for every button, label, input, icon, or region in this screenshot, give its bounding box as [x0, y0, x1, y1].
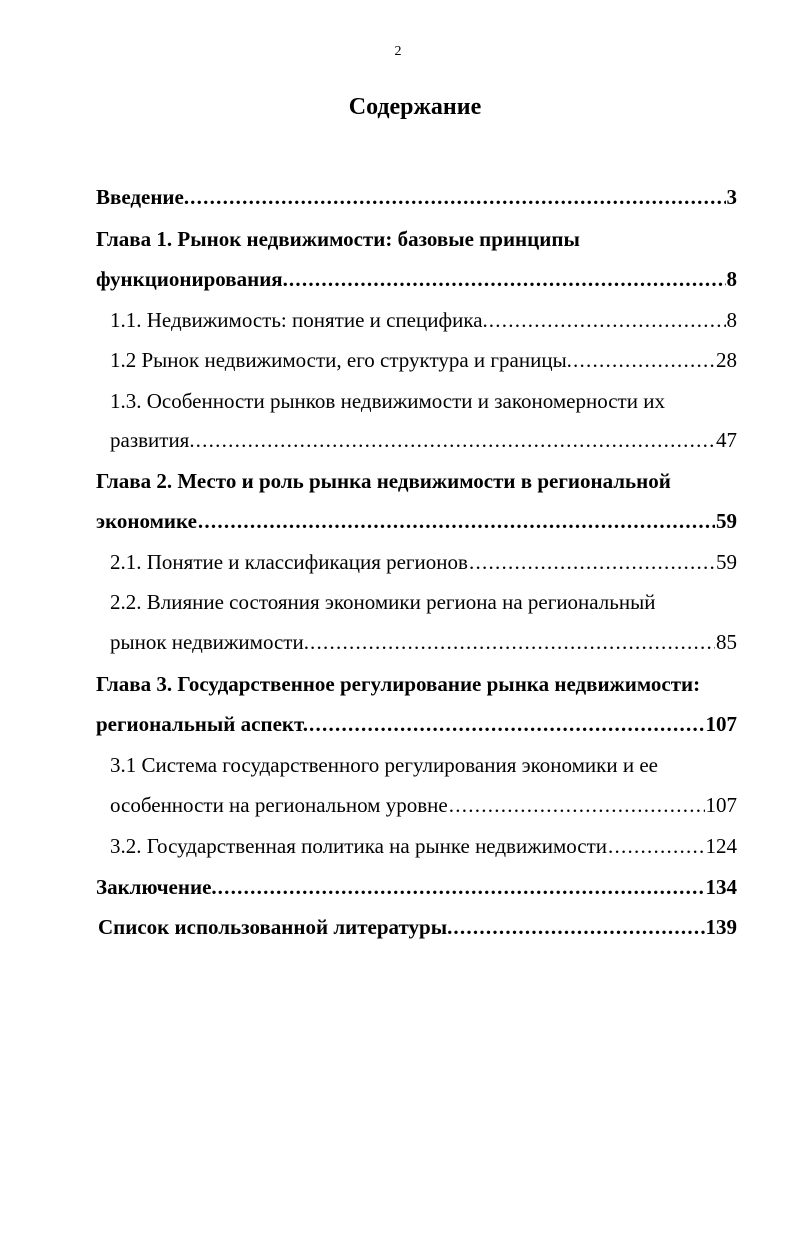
toc-label: региональный аспект.	[96, 712, 308, 736]
toc-entry-2-1[interactable]	[0, 547, 796, 577]
leader-dots	[453, 912, 704, 942]
toc-label: функционирования.	[96, 267, 288, 291]
leader-dots	[310, 627, 715, 657]
toc-label: Глава 2. Место и роль рынка недвижимости в региональной	[96, 466, 671, 496]
toc-label: 2.2. Влияние состояния экономики региона на региональный	[110, 587, 655, 617]
toc-entry-1-1[interactable]	[0, 305, 796, 335]
toc-label: 1.1. Недвижимость: понятие и специфика.	[110, 308, 488, 332]
toc-entry-3-2[interactable]	[0, 831, 796, 861]
leader-dots	[449, 790, 705, 820]
leader-dots	[218, 872, 705, 902]
toc-page: 85	[716, 630, 737, 654]
toc-label: Глава 1. Рынок недвижимости: базовые принципы	[96, 224, 580, 254]
toc-entry-references[interactable]	[0, 912, 796, 942]
toc-label: 1.2 Рынок недвижимости, его структура и границы.	[110, 348, 572, 372]
toc-entry-chapter-2-cont[interactable]	[0, 506, 796, 536]
leader-dots	[469, 547, 715, 577]
toc-page: 28	[716, 348, 737, 372]
toc-label: 2.1. Понятие и классификация регионов	[110, 550, 468, 574]
toc-label: рынок недвижимости.	[110, 630, 309, 654]
leader-dots	[309, 709, 705, 739]
toc-label: 1.3. Особенности рынков недвижимости и закономерности их	[110, 386, 665, 416]
toc-page: 59	[716, 550, 737, 574]
leader-dots	[289, 264, 726, 294]
toc-page: 134	[705, 875, 737, 899]
toc-entry-chapter-2[interactable]	[0, 466, 796, 496]
toc-entry-3-1-cont[interactable]	[0, 790, 796, 820]
leader-dots	[489, 305, 726, 335]
toc-label: особенности на региональном уровне	[110, 793, 448, 817]
leader-dots	[196, 425, 715, 455]
toc-entry-chapter-1[interactable]	[0, 224, 796, 254]
leader-dots	[608, 831, 705, 861]
page-title: Содержание	[348, 94, 482, 120]
toc-label: развития.	[110, 428, 195, 452]
toc-entry-2-2[interactable]	[0, 587, 796, 617]
toc-page: 8	[726, 308, 737, 332]
toc-label: Глава 3. Государственное регулирование рынка недвижимости:	[96, 669, 700, 699]
toc-entry-chapter-1-cont[interactable]	[0, 264, 796, 294]
toc-page: 8	[726, 267, 737, 291]
toc-entry-conclusion[interactable]	[0, 872, 796, 902]
toc-page: 107	[705, 712, 737, 736]
toc-page: 124	[705, 834, 737, 858]
toc-entry-1-3[interactable]	[0, 386, 796, 416]
toc-entry-chapter-3-cont[interactable]	[0, 709, 796, 739]
toc-page: 47	[716, 428, 737, 452]
leader-dots	[198, 506, 715, 536]
toc-entry-chapter-3[interactable]	[0, 669, 796, 699]
page-number: 2	[394, 44, 402, 59]
toc-page: 107	[705, 793, 737, 817]
toc-label: Введение.	[96, 185, 190, 209]
toc-entry-3-1[interactable]	[0, 750, 796, 780]
toc-entry-intro[interactable]	[0, 182, 796, 212]
toc-entry-1-3-cont[interactable]	[0, 425, 796, 455]
leader-dots	[190, 182, 725, 212]
toc-label: 3.1 Система государственного регулирования экономики и ее	[110, 750, 658, 780]
toc-label: экономике	[96, 509, 197, 533]
toc-label: Список использованной литературы.	[98, 915, 453, 939]
toc-entry-1-2[interactable]	[0, 345, 796, 375]
toc-label: 3.2. Государственная политика на рынке недвижимости	[110, 834, 607, 858]
toc-page: 59	[716, 509, 737, 533]
toc-entry-2-2-cont[interactable]	[0, 627, 796, 657]
toc-page: 3	[726, 185, 737, 209]
leader-dots	[573, 345, 715, 375]
toc-label: Заключение.	[96, 875, 217, 899]
toc-page: 139	[705, 915, 737, 939]
